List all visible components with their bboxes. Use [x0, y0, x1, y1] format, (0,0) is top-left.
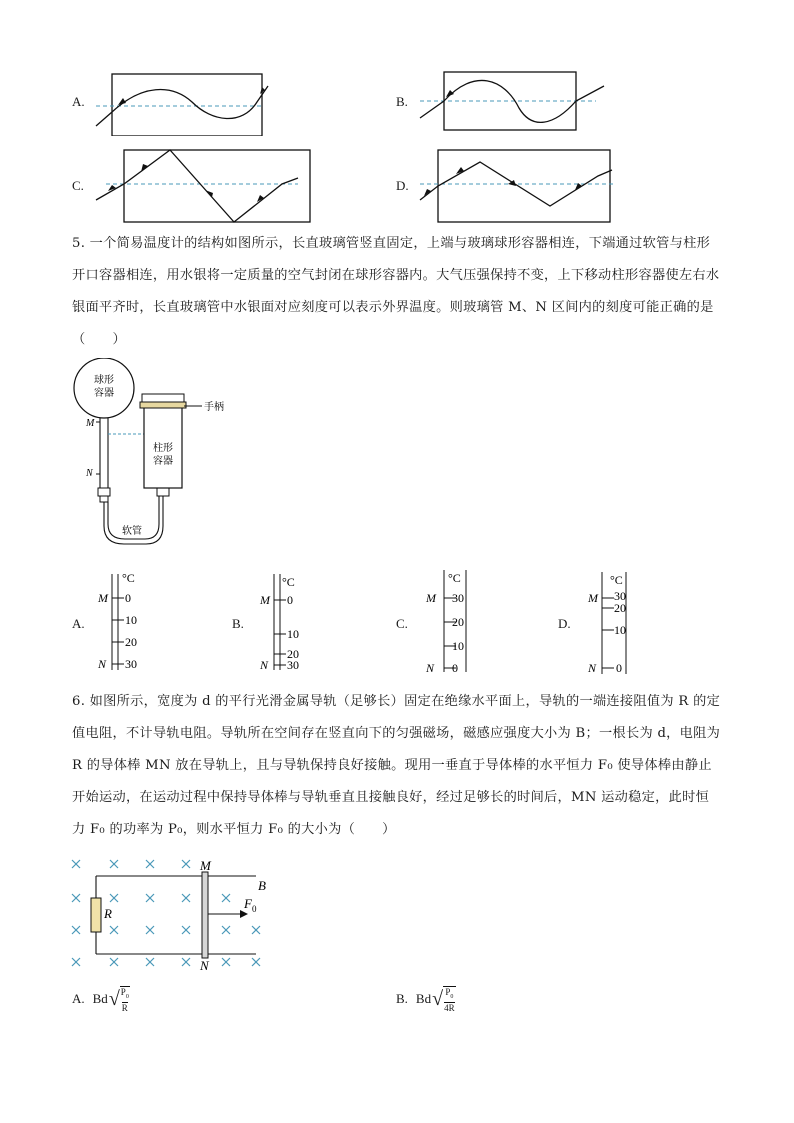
unit: °C — [282, 575, 295, 589]
tube-m-label: M — [86, 418, 95, 429]
tick: 20 — [287, 647, 299, 661]
m-mark: M — [260, 593, 270, 607]
q5-option-b-label[interactable]: B. — [232, 616, 244, 631]
formula-prefix: Bd — [415, 991, 432, 1007]
tick: 0 — [287, 593, 293, 607]
q5-option-b-scale — [256, 570, 316, 676]
field-b-label: B — [258, 878, 266, 893]
numerator-sub: 0 — [450, 993, 454, 1000]
tick: 10 — [452, 639, 464, 653]
numerator: P — [120, 987, 126, 997]
q4-option-b-figure — [414, 68, 614, 132]
q4-option-c-label[interactable]: C. — [72, 178, 84, 193]
tick: 20 — [614, 601, 626, 615]
q5-option-d-label[interactable]: D. — [558, 616, 571, 631]
q5-option-a-scale — [94, 570, 154, 676]
tick: 20 — [452, 615, 464, 629]
m-mark: M — [588, 591, 598, 605]
q4-option-a-figure — [92, 72, 272, 136]
n-mark: N — [588, 661, 597, 675]
denominator: R — [121, 1002, 128, 1013]
numerator: P — [445, 987, 451, 997]
q6-option-a[interactable] — [72, 986, 130, 1013]
m-mark: M — [426, 591, 436, 605]
tick: 30 — [614, 589, 626, 603]
option-label: B. — [396, 991, 408, 1007]
cylinder-label-1: 柱形 — [153, 443, 173, 454]
tick: 10 — [125, 613, 137, 627]
q6-option-b[interactable] — [396, 986, 456, 1013]
q6-text: 6. 如图所示，宽度为 d 的平行光滑金属导轨（足够长）固定在绝缘水平面上，导轨的一端连接阻值为 R 的定值电阻，不计导轨电阻。导轨所在空间存在竖直向下的匀强磁场，磁感应强度大小为 B；一根长为 d，电阻为 R 的导体棒 MN 放在导轨上，且与导轨保持良好接触。现用一垂直于导体棒的水平恒力 F₀ 使导体棒由静止开始运动，在运动过程中保持导体棒与导轨垂直且接触良好，经过足够长的时间后，MN 运动稳定，此时恒力 F₀ 的功率为 P₀，则水平恒力 F₀ 的大小为（ ） — [72, 694, 721, 837]
sphere-label-1: 球形 — [94, 375, 114, 386]
q4-option-d-label[interactable]: D. — [396, 178, 409, 193]
tick: 0 — [616, 661, 622, 675]
formula-prefix: Bd — [92, 991, 108, 1007]
bar-m-label: M — [200, 858, 211, 873]
q5-option-d-scale — [582, 570, 642, 676]
tick: 10 — [287, 627, 299, 641]
tick: 30 — [287, 658, 299, 672]
handle-label: 手柄 — [204, 402, 224, 413]
m-mark: M — [98, 591, 108, 605]
sqrt-icon: √ — [432, 988, 444, 1011]
q5-option-c-label[interactable]: C. — [396, 616, 408, 631]
q5-option-c-scale — [420, 568, 480, 676]
force-f-sub: 0 — [252, 904, 257, 914]
unit: °C — [448, 571, 461, 585]
q4-option-c-figure — [92, 146, 312, 226]
q5-option-a-label[interactable]: A. — [72, 616, 85, 631]
numerator-sub: 0 — [125, 993, 129, 1000]
bar-n-label: N — [200, 958, 209, 973]
unit: °C — [610, 573, 623, 587]
unit: °C — [122, 571, 135, 585]
option-label: A. — [72, 991, 85, 1007]
tick: 30 — [452, 591, 464, 605]
q6-circuit-figure — [66, 852, 286, 974]
tick: 0 — [125, 591, 131, 605]
tick: 20 — [125, 635, 137, 649]
tick: 30 — [125, 657, 137, 671]
tick: 0 — [452, 661, 458, 675]
n-mark: N — [260, 658, 269, 672]
tube-n-label: N — [86, 468, 93, 479]
sphere-label-2: 容器 — [94, 388, 114, 399]
q5-apparatus-figure — [70, 358, 250, 558]
resistor-r-label: R — [104, 906, 112, 921]
hose-label: 软管 — [122, 526, 142, 537]
n-mark: N — [426, 661, 435, 675]
cylinder-label-2: 容器 — [153, 456, 173, 467]
q4-option-d-figure — [414, 146, 624, 226]
denominator: 4R — [444, 1002, 455, 1013]
q5-text: 5. 一个简易温度计的结构如图所示，长直玻璃管竖直固定，上端与玻璃球形容器相连，下端通过软管与柱形开口容器相连，用水银将一定质量的空气封闭在球形容器内。大气压强保持不变，上下移动柱形容器使左右水银面平齐时，长直玻璃管中水银面对应刻度可以表示外界温度。则玻璃管 M、N 区间内的刻度可能正确的是（ ） — [72, 236, 720, 347]
tick: 10 — [614, 623, 626, 637]
sqrt-icon: √ — [108, 988, 120, 1011]
q4-option-a-label[interactable]: A. — [72, 94, 85, 109]
n-mark: N — [98, 657, 107, 671]
q4-option-b-label[interactable]: B. — [396, 94, 408, 109]
force-f-label: F — [244, 896, 252, 911]
